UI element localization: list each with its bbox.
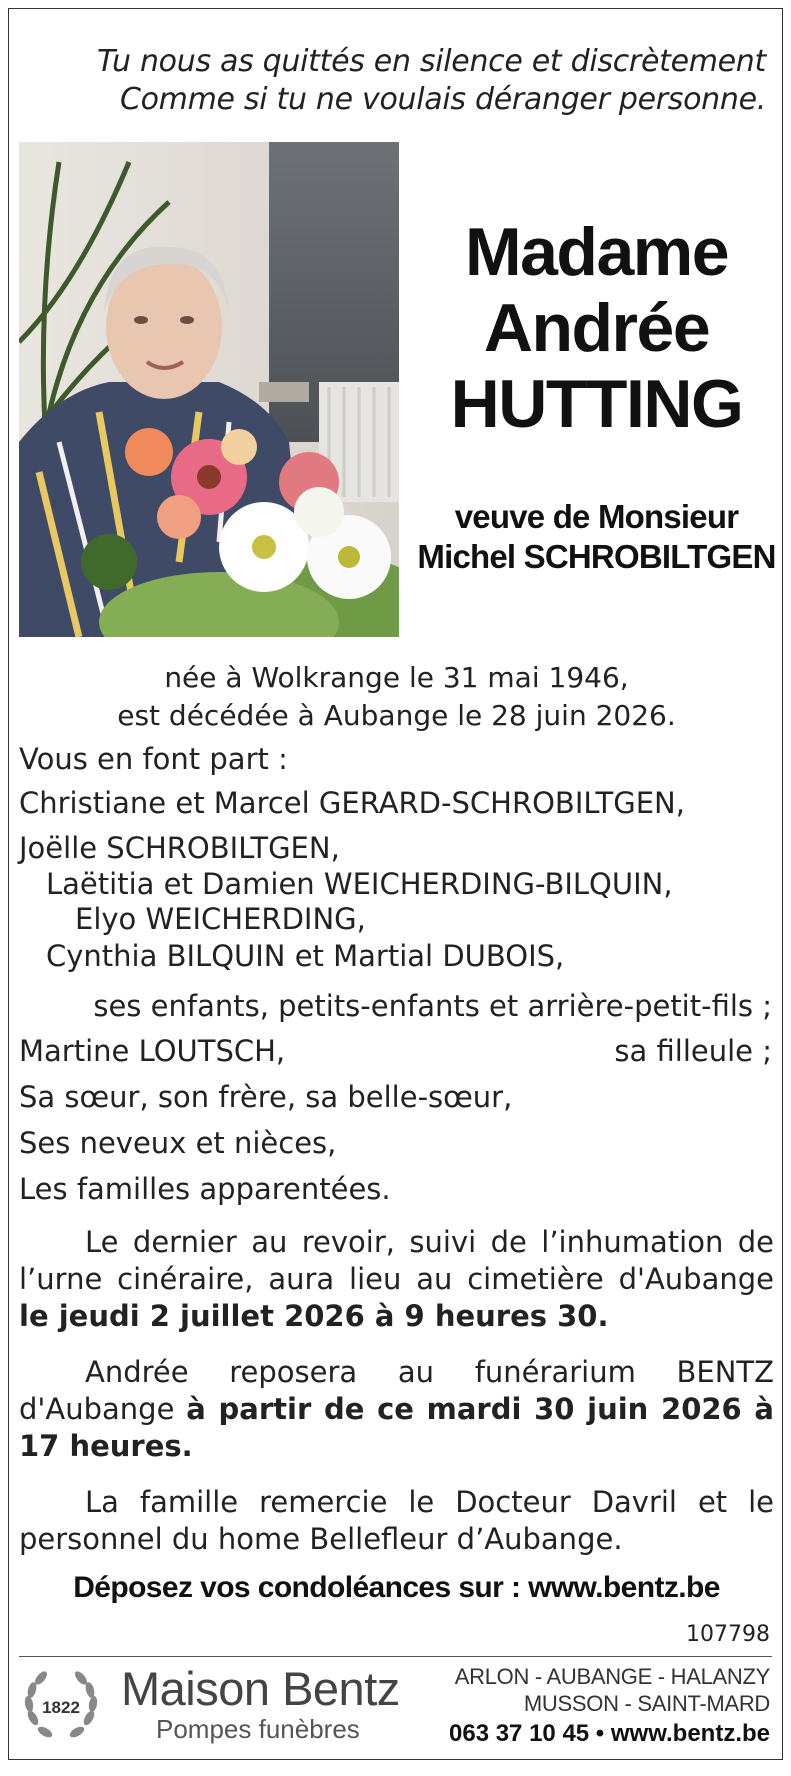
reference-number: 107798 — [686, 1622, 770, 1647]
family-line: Elyo WEICHERDING, — [75, 902, 366, 936]
widow-line: Michel SCHROBILTGEN — [417, 538, 776, 575]
cities-line: ARLON - AUBANGE - HALANZY — [454, 1664, 770, 1689]
thanks-paragraph — [19, 1484, 774, 1558]
ceremony-text: Le dernier au revoir, suivi de l’inhumation de l’urne cinéraire, aura lieu au cimetière d'Aubange — [19, 1225, 774, 1296]
widow-line: veuve de Monsieur — [454, 498, 739, 535]
announce-intro: Vous en font part : — [19, 742, 288, 776]
widow-of — [414, 497, 779, 577]
deceased-name — [419, 214, 774, 442]
condolences-line: Déposez vos condoléances sur : www.bentz.be — [73, 1571, 720, 1604]
thanks-text: La famille remercie le Docteur Davril et le personnel du home Bellefleur d’Aubange. — [19, 1485, 774, 1556]
other-relatives-line: Les familles apparentées. — [19, 1172, 391, 1206]
name-title: Madame — [464, 214, 729, 290]
footer-divider — [19, 1656, 772, 1657]
viewing-paragraph — [19, 1354, 774, 1465]
obituary-notice — [8, 8, 783, 1760]
ceremony-paragraph — [19, 1224, 774, 1335]
birth-line: née à Wolkrange le 31 mai 1946, — [164, 661, 629, 694]
name-first: Andrée — [483, 290, 710, 366]
cities-line: MUSSON - SAINT-MARD — [523, 1691, 770, 1716]
family-line: Christiane et Marcel GERARD-SCHROBILTGEN, — [19, 786, 685, 820]
family-line: Cynthia BILQUIN et Martial DUBOIS, — [46, 939, 565, 973]
portrait-photo — [19, 142, 399, 637]
death-line: est décédée à Aubange le 28 juin 2026. — [117, 699, 676, 732]
brand-name: Maison Bentz — [121, 1662, 400, 1715]
seal-year: 1822 — [42, 1698, 80, 1717]
ceremony-date: le jeudi 2 juillet 2026 à 9 heures 30. — [19, 1299, 609, 1333]
brand-subtitle: Pompes funèbres — [156, 1714, 360, 1744]
contact-line: 063 37 10 45 • www.bentz.be — [449, 1720, 770, 1747]
name-last: HUTTING — [450, 366, 743, 442]
poem — [97, 43, 766, 119]
family-line: Joëlle SCHROBILTGEN, — [19, 831, 340, 865]
relation-children: ses enfants, petits-enfants et arrière-petit-fils ; — [93, 989, 772, 1023]
other-relatives-line: Ses neveux et nièces, — [19, 1126, 337, 1160]
laurel-seal-icon — [21, 1666, 101, 1746]
goddaughter-name: Martine LOUTSCH, — [19, 1034, 286, 1068]
viewing-date: à partir de ce mardi 30 juin 2026 à 17 heures. — [19, 1392, 775, 1463]
viewing-text: Andrée reposera au funérarium BENTZ d'Aubange — [19, 1355, 774, 1426]
poem-line: Tu nous as quittés en silence et discrètement — [97, 44, 766, 79]
other-relatives-line: Sa sœur, son frère, sa belle-sœur, — [19, 1080, 513, 1114]
goddaughter-relation: sa filleule ; — [614, 1034, 772, 1068]
family-line: Laëtitia et Damien WEICHERDING-BILQUIN, — [46, 867, 673, 901]
poem-line: Comme si tu ne voulais déranger personne. — [119, 82, 766, 117]
